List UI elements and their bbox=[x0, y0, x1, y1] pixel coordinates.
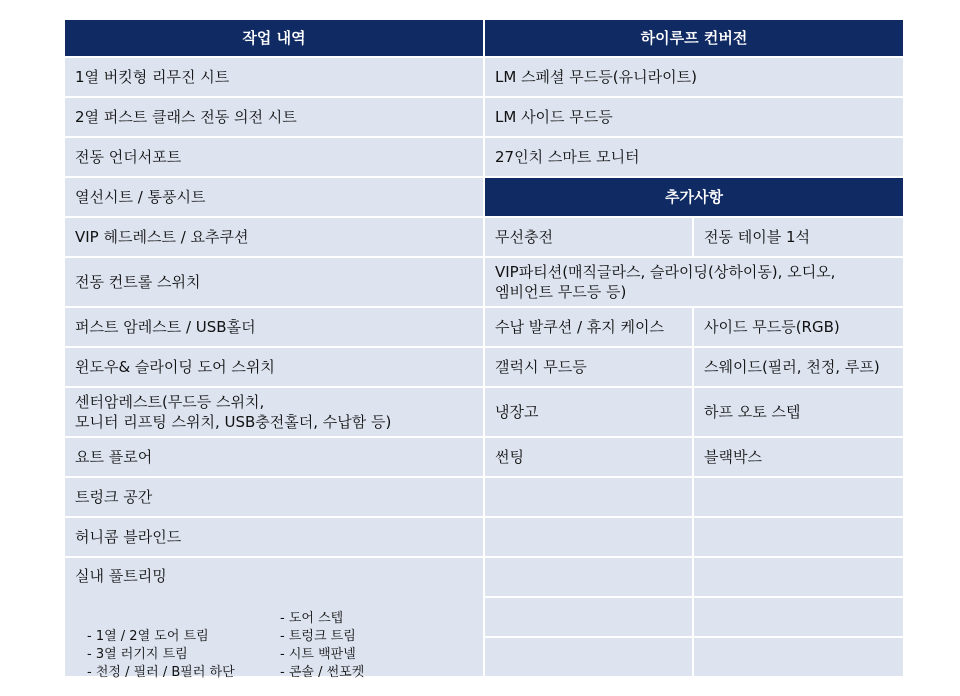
right-header bbox=[485, 20, 903, 56]
left-row bbox=[65, 258, 483, 306]
left-row bbox=[65, 308, 483, 346]
trim-item: - 1열 / 2열 도어 트림 bbox=[87, 629, 209, 644]
right-row-text: LM 사이드 무드등 bbox=[495, 108, 613, 126]
left-row-text: 전동 컨트롤 스위치 bbox=[75, 273, 201, 291]
left-row-text: 윈도우& 슬라이딩 도어 스위치 bbox=[75, 358, 275, 376]
extras-cell-right bbox=[694, 438, 903, 476]
left-row bbox=[65, 58, 483, 96]
extras-header bbox=[485, 178, 903, 216]
trim-item: - 시트 백판넬 bbox=[280, 647, 356, 662]
left-row bbox=[65, 518, 483, 556]
left-row bbox=[65, 218, 483, 256]
left-row bbox=[65, 178, 483, 216]
extras-cell-left-text: 갤럭시 무드등 bbox=[495, 358, 587, 376]
trim-list-right bbox=[280, 610, 364, 682]
left-row-text: 요트 플로어 bbox=[75, 448, 153, 466]
extras-cell-right-text: 블랙박스 bbox=[704, 448, 762, 466]
left-row-text: 열선시트 / 통풍시트 bbox=[75, 188, 206, 206]
extras-cell-right bbox=[694, 218, 903, 256]
right-row-text: LM 스페셜 무드등(유니라이트) bbox=[495, 68, 697, 86]
trim-list-left bbox=[87, 628, 235, 682]
extras-cell-right-text: 스웨이드(필러, 천정, 루프) bbox=[704, 358, 880, 376]
extras-cell-right-text: 전동 테이블 1석 bbox=[704, 228, 811, 246]
extras-cell-left bbox=[485, 638, 692, 676]
left-row bbox=[65, 348, 483, 386]
work-table bbox=[65, 20, 903, 680]
extras-cell-left bbox=[485, 438, 692, 476]
extras-cell-left bbox=[485, 348, 692, 386]
extras-cell-left bbox=[485, 308, 692, 346]
left-row-text: 퍼스트 암레스트 / USB홀더 bbox=[75, 318, 256, 336]
extras-cell-left bbox=[485, 598, 692, 636]
left-row bbox=[65, 478, 483, 516]
extras-cell-right bbox=[694, 308, 903, 346]
trim-item: - 천정 / 필러 / B필러 하단 bbox=[87, 665, 235, 680]
extras-cell-right bbox=[694, 598, 903, 636]
extras-row-wide bbox=[485, 258, 903, 306]
left-row-text: 허니콤 블라인드 bbox=[75, 528, 182, 546]
trim-item: - 3열 러기지 트림 bbox=[87, 647, 188, 662]
extras-cell-right bbox=[694, 558, 903, 596]
extras-cell-left bbox=[485, 518, 692, 556]
extras-cell-right bbox=[694, 638, 903, 676]
right-row-text: 27인치 스마트 모니터 bbox=[495, 148, 640, 166]
left-row-text: VIP 헤드레스트 / 요추쿠션 bbox=[75, 228, 249, 246]
trim-block bbox=[65, 558, 483, 680]
left-row-text: 전동 언더서포트 bbox=[75, 148, 182, 166]
extras-cell-left bbox=[485, 558, 692, 596]
extras-cell-left bbox=[485, 218, 692, 256]
trim-title: 실내 풀트리밍 bbox=[75, 567, 167, 585]
extras-row-wide-text: VIP파티션(매직글라스, 슬라이딩(상하이동), 오디오, 엠비언트 무드등 등) bbox=[495, 263, 836, 301]
right-row bbox=[485, 58, 903, 96]
left-header bbox=[65, 20, 483, 56]
extras-cell-right bbox=[694, 388, 903, 436]
extras-cell-right-text: 하프 오토 스텝 bbox=[704, 403, 801, 421]
right-row bbox=[485, 138, 903, 176]
left-row-text: 센터암레스트(무드등 스위치, 모니터 리프팅 스위치, USB충전홀더, 수납함 등) bbox=[75, 393, 392, 431]
extras-cell-left-text: 무선충전 bbox=[495, 228, 553, 246]
extras-cell-right-text: 사이드 무드등(RGB) bbox=[704, 318, 840, 336]
extras-cell-right bbox=[694, 348, 903, 386]
left-row-text: 1열 버킷형 리무진 시트 bbox=[75, 68, 230, 86]
right-header-text: 하이루프 컨버전 bbox=[640, 29, 748, 47]
left-row bbox=[65, 98, 483, 136]
left-row bbox=[65, 388, 483, 436]
extras-cell-left bbox=[485, 388, 692, 436]
right-row bbox=[485, 98, 903, 136]
trim-item: - 콘솔 / 썬포켓 bbox=[280, 665, 365, 680]
extras-cell-left bbox=[485, 478, 692, 516]
extras-cell-left-text: 썬팅 bbox=[495, 448, 524, 466]
left-row bbox=[65, 138, 483, 176]
trim-item: - 트렁크 트림 bbox=[280, 629, 356, 644]
left-row-text: 트렁크 공간 bbox=[75, 488, 153, 506]
left-row-text: 2열 퍼스트 클래스 전동 의전 시트 bbox=[75, 108, 297, 126]
extras-cell-right bbox=[694, 518, 903, 556]
left-header-text: 작업 내역 bbox=[242, 29, 306, 47]
extras-header-text: 추가사항 bbox=[665, 188, 723, 206]
extras-cell-right bbox=[694, 478, 903, 516]
extras-cell-left-text: 냉장고 bbox=[495, 403, 539, 421]
extras-cell-left-text: 수납 발쿠션 / 휴지 케이스 bbox=[495, 318, 665, 336]
trim-item: - 도어 스텝 bbox=[280, 611, 344, 626]
left-row bbox=[65, 438, 483, 476]
